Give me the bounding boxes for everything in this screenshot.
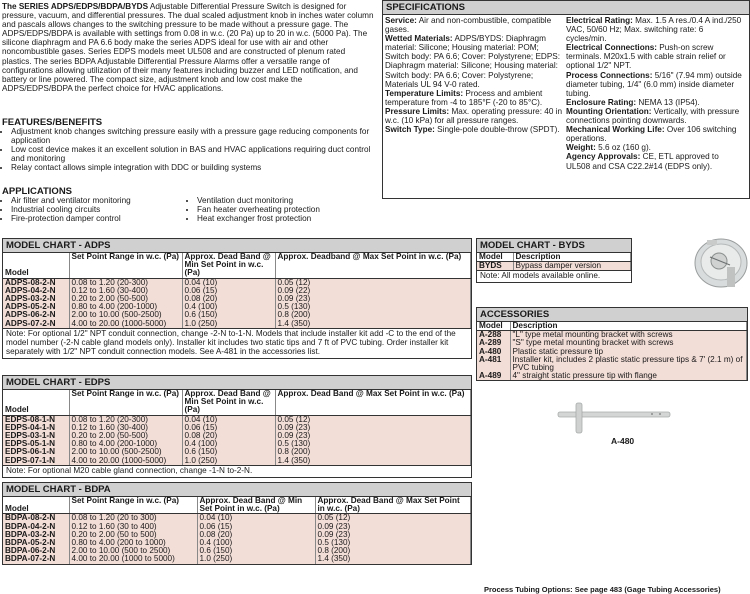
spec-item: Pressure Limits: Max. operating pressure: 40 in w.c. (10 kPa) for all pressure ranges. xyxy=(385,106,563,126)
value-cell: 1.0 (250) xyxy=(182,457,275,465)
tip-label: A-480 xyxy=(611,436,635,446)
value-cell: 0.08 (20) xyxy=(197,531,315,539)
col-header: Model xyxy=(477,322,510,331)
value-cell: 0.6 (150) xyxy=(182,448,275,456)
value-cell: 2.00 to 10.00 (500-2500) xyxy=(69,311,182,319)
feature-item: • Relay contact allows simple integration with DDC or building systems xyxy=(11,164,374,173)
chart-title: MODEL CHART - BDPA xyxy=(2,482,472,496)
model-chart-bdpa xyxy=(2,482,472,565)
accessories-title: ACCESSORIES xyxy=(476,307,748,321)
value-cell: 0.4 (100) xyxy=(182,440,275,448)
col-header: Description xyxy=(510,322,747,331)
features-section xyxy=(2,117,374,173)
value-cell: 0.5 (130) xyxy=(275,303,471,311)
col-header: Model xyxy=(3,390,69,415)
value-cell: 2.00 to 10.00 (500-2500) xyxy=(69,448,182,456)
col-header: Approx. Dead Band @ Min Set Point in w.c. (Pa) xyxy=(182,390,275,415)
spec-item: Process Connections: 5/16" (7.94 mm) outside diameter tubing, 1/4" (6.0 mm) inside diameter tubing. xyxy=(566,70,742,98)
specifications-box xyxy=(382,0,750,199)
model-cell: EDPS-07-1-N xyxy=(3,457,69,465)
specifications-heading: SPECIFICATIONS xyxy=(383,1,749,15)
model-cell: A-481 xyxy=(477,356,510,372)
footer-note: Process Tubing Options: See page 483 (Gage Tubing Accessories) xyxy=(484,585,721,594)
col-header: Approx. Dead Band @ Min Set Point in w.c. (Pa) xyxy=(182,253,275,278)
model-cell: BDPA-07-2-N xyxy=(3,555,69,563)
model-cell: EDPS-03-1-N xyxy=(3,432,69,440)
value-cell: 0.5 (130) xyxy=(275,440,471,448)
model-cell: ADPS-04-2-N xyxy=(3,287,69,295)
value-cell: 0.8 (200) xyxy=(275,311,471,319)
spec-item: Service: Air and non-combustible, compatible gases. xyxy=(385,16,552,35)
applications-list-left xyxy=(2,197,188,224)
col-header: Description xyxy=(513,253,631,262)
value-cell: 0.05 (12) xyxy=(315,514,471,523)
intro-lead: The SERIES ADPS/EDPS/BDPA/BYDS xyxy=(2,2,149,11)
spec-item: Temperature Limits: Process and ambient temperature from -4 to 185°F (-20 to 85°C). xyxy=(385,88,543,107)
value-cell: 0.08 to 1.20 (20 to 300) xyxy=(69,514,197,523)
model-cell: ADPS-07-2-N xyxy=(3,320,69,328)
model-cell: EDPS-06-1-N xyxy=(3,448,69,456)
accessories-section xyxy=(476,307,748,381)
edps-rows xyxy=(3,415,471,465)
value-cell: "L" type metal mounting bracket with screws xyxy=(510,331,747,340)
spec-item: Electrical Connections: Push-on screw terminals. M20x1.5 with cable strain relief or optional 1/2" NPT. xyxy=(566,43,726,71)
static-pressure-tip-image xyxy=(556,398,676,438)
col-header: Set Point Range in w.c. (Pa) xyxy=(69,253,182,278)
application-item: • Ventilation duct monitoring xyxy=(197,197,374,206)
applications-heading: APPLICATIONS xyxy=(2,186,73,197)
col-header: Approx. Dead Band @ Max Set Point in w.c. (Pa) xyxy=(275,390,471,415)
intro-text: Adjustable Differential Pressure Switch is designed for pressure, vacuum, and differential pressures. The dual scaled adjustment knob in inches water column and pascals allows changes to the switching pressure to be made without a pressure gage. The ADPS/EDPS/BDPA is available with settings from 0.08 in w.c. (20 Pa) up to 20 in w.c. (5000 Pa). The silicone diaphragm and PA 6.6 body make the series ADPS ideal for use with air and other noncombustible gases. Series EDPS models meet UL508 and are constructed of plenum rated plastics. The series BDPA Adjustable Differential Pressure Alarms offer a versatile range of configurations allowing utilization of their many features including buzzer and LED notification, and battery or line powered. The compact size, adjustment knob and low cost make the ADPS/EDPS/BDPA the perfect choice for HVAC applications. xyxy=(2,2,374,93)
value-cell: 0.6 (150) xyxy=(197,547,315,555)
applications-list-right xyxy=(188,197,374,224)
model-cell: BYDS xyxy=(477,262,513,271)
value-cell: 1.4 (350) xyxy=(275,320,471,328)
spec-item: Enclosure Rating: NEMA 13 (IP54). xyxy=(566,97,700,107)
value-cell: 0.12 to 1.60 (30-400) xyxy=(69,424,182,432)
spec-item: Agency Approvals: CE, ETL approved to UL508 and CSA C22.2#14 (EDPS only). xyxy=(566,152,719,171)
value-cell: 4" straight static pressure tip with flange xyxy=(510,372,747,380)
value-cell: 0.09 (23) xyxy=(275,295,471,303)
value-cell: 0.09 (23) xyxy=(275,432,471,440)
value-cell: 0.20 to 2.00 (50-500) xyxy=(69,295,182,303)
bdpa-rows xyxy=(3,514,471,564)
chart-title: MODEL CHART - EDPS xyxy=(2,375,472,389)
value-cell: 4.00 to 20.00 (1000 to 5000) xyxy=(69,555,197,563)
value-cell: 0.08 (20) xyxy=(182,432,275,440)
value-cell: 0.05 (12) xyxy=(275,415,471,424)
value-cell: 0.80 to 4.00 (200-1000) xyxy=(69,303,182,311)
value-cell: 0.09 (22) xyxy=(275,287,471,295)
chart-title: MODEL CHART - ADPS xyxy=(2,238,472,252)
model-cell: EDPS-05-1-N xyxy=(3,440,69,448)
spec-item: Mechanical Working Life: Over 106 switching operations. xyxy=(566,125,737,144)
feature-item: • Adjustment knob changes switching pressure easily with a pressure gage reducing components for application xyxy=(11,128,374,146)
spec-item: Electrical Rating: Max. 1.5 A res./0.4 A ind./250 VAC, 50/60 Hz; Max. switching rate: 6 cycles/min. xyxy=(566,16,742,44)
value-cell: 2.00 to 10.00 (500 to 2500) xyxy=(69,547,197,555)
edps-note: Note: For optional M20 cable gland connection, change -1-N to-2-N. xyxy=(3,465,471,477)
value-cell: 0.12 to 1.60 (30 to 400) xyxy=(69,523,197,531)
table-row xyxy=(3,320,471,328)
col-header: Set Point Range in w.c. (Pa) xyxy=(69,497,197,514)
col-header: Approx. Dead Band @ Max Set Point in w.c. (Pa) xyxy=(315,497,471,514)
edps-table xyxy=(3,390,471,465)
col-header: Approx. Deadband @ Max Set Point in w.c. (Pa) xyxy=(275,253,471,278)
value-cell: 1.4 (350) xyxy=(315,555,471,563)
byds-table xyxy=(477,253,631,270)
application-item: • Fire-protection damper control xyxy=(11,215,188,224)
spec-item: Mounting Orientation: Vertically, with pressure connections pointing downwards. xyxy=(566,106,740,126)
model-cell: BDPA-03-2-N xyxy=(3,531,69,539)
model-cell: A-289 xyxy=(477,339,510,347)
value-cell: 0.04 (10) xyxy=(197,514,315,523)
value-cell: 0.8 (200) xyxy=(275,448,471,456)
model-cell: ADPS-05-2-N xyxy=(3,303,69,311)
value-cell: 0.12 to 1.60 (30-400) xyxy=(69,287,182,295)
model-cell: BDPA-08-2-N xyxy=(3,514,69,523)
value-cell: 0.8 (200) xyxy=(315,547,471,555)
value-cell: 0.08 to 1.20 (20-300) xyxy=(69,415,182,424)
col-header: Model xyxy=(477,253,513,262)
value-cell: 0.80 to 4.00 (200 to 1000) xyxy=(69,539,197,547)
value-cell: 0.09 (23) xyxy=(315,523,471,531)
model-cell: ADPS-06-2-N xyxy=(3,311,69,319)
table-row xyxy=(477,356,747,372)
model-cell: A-480 xyxy=(477,348,510,356)
features-heading: FEATURES/BENEFITS xyxy=(2,117,103,128)
value-cell: Bypass damper version xyxy=(513,262,631,271)
model-cell: EDPS-04-1-N xyxy=(3,424,69,432)
value-cell: 1.0 (250) xyxy=(197,555,315,563)
value-cell: 0.05 (12) xyxy=(275,278,471,287)
value-cell: 0.4 (100) xyxy=(197,539,315,547)
value-cell: 1.0 (250) xyxy=(182,320,275,328)
pressure-switch-product-image xyxy=(692,234,750,292)
model-cell: ADPS-08-2-N xyxy=(3,278,69,287)
model-cell: A-489 xyxy=(477,372,510,380)
value-cell: 0.80 to 4.00 (200-1000) xyxy=(69,440,182,448)
bdpa-table xyxy=(3,497,471,564)
value-cell: 0.08 to 1.20 (20-300) xyxy=(69,278,182,287)
application-item: • Heat exchanger frost protection xyxy=(197,215,374,224)
adps-rows xyxy=(3,278,471,328)
chart-title: MODEL CHART - BYDS xyxy=(476,238,632,252)
table-row xyxy=(3,555,471,563)
value-cell: "S" type metal mounting bracket with screws xyxy=(510,339,747,347)
model-cell: A-288 xyxy=(477,331,510,340)
model-cell: ADPS-03-2-N xyxy=(3,295,69,303)
model-chart-byds xyxy=(476,238,632,283)
value-cell: Plastic static pressure tip xyxy=(510,348,747,356)
adps-note: Note: For optional 1/2" NPT conduit connection, change -2-N to-1-N. Models that include installer kit add -C to the end of the model number (-2-N cable gland models only). Installer kit includes two static tips and 7 ft of PVC tubing. Order installer kit separately with 1/2" NPT conduit connection models. See A-481 in the accessories list. xyxy=(3,328,471,358)
col-header: Approx. Dead Band @ Min Set Point in w.c. (Pa) xyxy=(197,497,315,514)
col-header: Model xyxy=(3,497,69,514)
model-cell: BDPA-04-2-N xyxy=(3,523,69,531)
accessories-rows xyxy=(477,331,747,381)
value-cell: 0.06 (15) xyxy=(182,424,275,432)
application-item: • Industrial cooling circuits xyxy=(11,206,188,215)
specs-left-column xyxy=(385,16,566,171)
value-cell: 1.4 (350) xyxy=(275,457,471,465)
value-cell: 0.06 (15) xyxy=(182,287,275,295)
value-cell: 0.6 (150) xyxy=(182,311,275,319)
application-item: • Fan heater overheating protection xyxy=(197,206,374,215)
model-cell: BDPA-05-2-N xyxy=(3,539,69,547)
table-row xyxy=(477,262,631,271)
table-row xyxy=(3,457,471,465)
value-cell: 4.00 to 20.00 (1000-5000) xyxy=(69,320,182,328)
value-cell: 0.20 to 2.00 (50-500) xyxy=(69,432,182,440)
spec-item: Wetted Materials: ADPS/BYDS: Diaphragm material: Silicone; Housing material: POM; Switch body: PA 6.6; Cover: Polystyrene; EDPS: Diaphragm material: Silicone; Housing material: Switch body: PA 6.6; Cover: Polystyrene; Materials UL 94 V-0 rated. xyxy=(385,34,561,89)
applications-section xyxy=(2,186,374,224)
spec-item: Weight: 5.6 oz (160 g). xyxy=(566,143,651,153)
accessories-table xyxy=(477,322,747,380)
value-cell: 0.20 to 2.00 (50 to 500) xyxy=(69,531,197,539)
col-header: Set Point Range in w.c. (Pa) xyxy=(69,390,182,415)
value-cell: Installer kit, includes 2 plastic static pressure tips & 7' (2.1 m) of PVC tubing xyxy=(510,356,747,372)
features-list xyxy=(2,128,374,173)
value-cell: 0.08 (20) xyxy=(182,295,275,303)
value-cell: 0.04 (10) xyxy=(182,278,275,287)
value-cell: 0.09 (23) xyxy=(275,424,471,432)
model-chart-adps xyxy=(2,238,472,359)
value-cell: 0.5 (130) xyxy=(315,539,471,547)
spec-item: Switch Type: Single-pole double-throw (SPDT). xyxy=(385,125,560,135)
model-chart-edps xyxy=(2,375,472,478)
intro-paragraph xyxy=(2,2,374,93)
byds-note: Note: All models available online. xyxy=(477,270,631,282)
byds-rows xyxy=(477,262,631,271)
model-cell: EDPS-08-1-N xyxy=(3,415,69,424)
table-row xyxy=(477,372,747,380)
value-cell: 0.4 (100) xyxy=(182,303,275,311)
specs-right-column xyxy=(566,16,747,171)
value-cell: 0.09 (23) xyxy=(315,531,471,539)
value-cell: 0.04 (10) xyxy=(182,415,275,424)
adps-table xyxy=(3,253,471,328)
model-cell: BDPA-06-2-N xyxy=(3,547,69,555)
feature-item: • Low cost device makes it an excellent solution in BAS and HVAC applications requiring duct control and monitoring xyxy=(11,146,374,164)
application-item: • Air filter and ventilator monitoring xyxy=(11,197,188,206)
value-cell: 4.00 to 20.00 (1000-5000) xyxy=(69,457,182,465)
value-cell: 0.06 (15) xyxy=(197,523,315,531)
col-header: Model xyxy=(3,253,69,278)
